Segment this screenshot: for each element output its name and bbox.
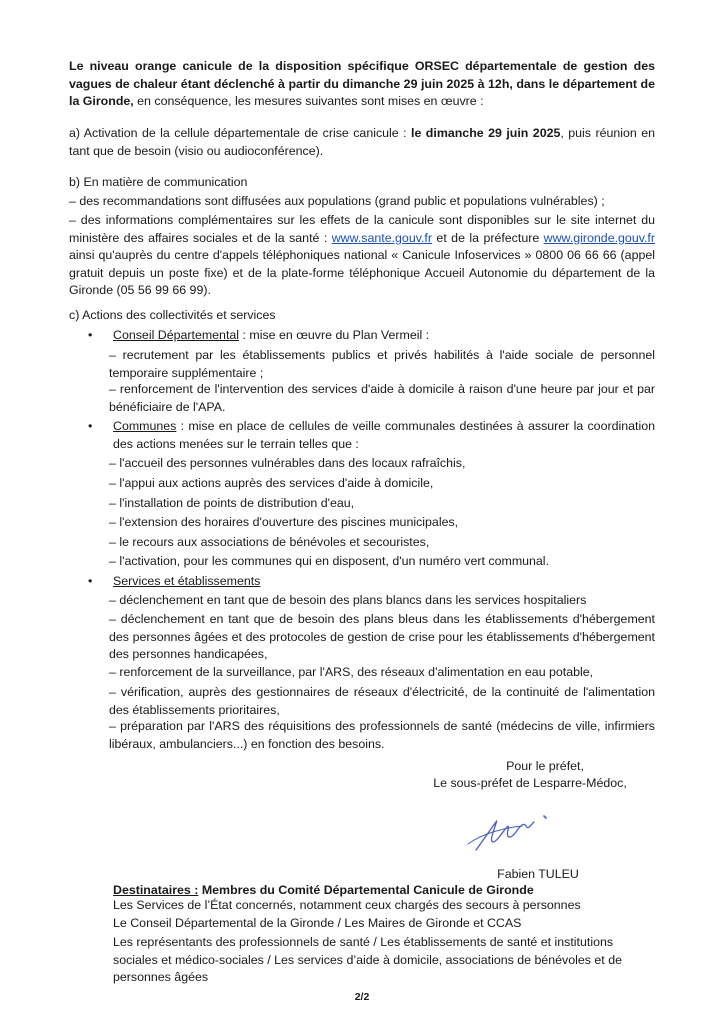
section-b-item-1: – des recommandations sont diffusées aux populations (grand public et populations vulnérables) ;	[69, 194, 605, 208]
services-item: – déclenchement en tant que de besoin des plans bleus dans les établissements d'hébergement des personnes âgées et des protocoles de gestion de crise pour les établissements d'hébergement des personnes handicapées,	[109, 612, 655, 662]
communes-item: – l'installation de points de distribution d'eau,	[109, 496, 355, 510]
gironde-link[interactable]: www.gironde.gouv.fr	[543, 230, 655, 245]
section-a-date: le dimanche 29 juin 2025	[411, 126, 561, 140]
section-b-heading: b) En matière de communication	[69, 175, 248, 189]
signature-line-1: Pour le préfet,	[506, 759, 584, 773]
services-item: – déclenchement en tant que de besoin des plans blancs dans les services hospitaliers	[109, 593, 587, 607]
communes-item: – l'accueil des personnes vulnérables dans des locaux rafraîchis,	[109, 456, 466, 470]
section-b-item-2-text: – des informations complémentaires sur les effets de la canicule sont disponibles sur le site internet du ministère des affaires sociales et de la santé :	[69, 213, 655, 245]
signature-line-2: Le sous-préfet de Lesparre-Médoc,	[433, 776, 627, 790]
conseil-title: Conseil Départemental	[113, 328, 240, 342]
bullet-services: •	[88, 574, 93, 588]
section-c-heading: c) Actions des collectivités et services	[69, 308, 276, 322]
recipient-line: Le Conseil Départemental de la Gironde / Les Maires de Gironde et CCAS	[113, 916, 522, 930]
intro-bold-text: Le niveau orange canicule de la disposition spécifique ORSEC départementale de gestion des vagues de chaleur étant déclenché à partir du dimanche 29 juin 2025 à 12h, dans le département de la Gironde,	[69, 59, 655, 109]
communes-item: – l'activation, pour les communes qui en disposent, d'un numéro vert communal.	[109, 554, 550, 568]
services-item: – vérification, auprès des gestionnaires de réseaux d'électricité, de la continuité de l'alimentation des établissements prioritaires,	[109, 685, 655, 717]
section-a-paragraph	[69, 125, 655, 160]
conseil-rest: : mise en œuvre du Plan Vermeil :	[239, 328, 430, 342]
communes-item: – l'appui aux actions auprès des services d'aide à domicile,	[109, 476, 434, 490]
intro-paragraph	[69, 58, 655, 111]
recipients-title: Membres du Comité Départemental Canicule de Gironde	[198, 883, 534, 897]
section-a-text-end: , puis réunion en tant que de besoin (visio ou audioconférence).	[69, 126, 656, 158]
communes-heading	[113, 418, 655, 453]
conseil-item: – recrutement par les établissements publics et privés habilités à l'aide sociale de personnel temporaire supplémentaire ;	[109, 348, 655, 380]
intro-normal-text: en conséquence, les mesures suivantes sont mises en œuvre :	[133, 94, 484, 109]
recipients-label: Destinataires :	[113, 883, 199, 897]
services-item: – préparation par l'ARS des réquisitions des professionnels de santé (médecins de ville, infirmiers libéraux, ambulanciers...) en fonction des besoins.	[109, 719, 655, 751]
bullet-conseil: •	[88, 328, 93, 342]
section-b-item-2-end: ainsi qu'auprès du centre d'appels téléphoniques national « Canicule Infoservices » 0800 06 66 66 (appel gratuit depuis un poste fixe) et de la plate-forme téléphonique Accueil Autonomie du département de la Gironde (05 56 99 66 99).	[69, 248, 655, 298]
services-heading	[113, 573, 655, 591]
conseil-heading	[113, 327, 655, 345]
page-number: 2/2	[354, 991, 370, 1003]
handwritten-signature	[462, 800, 582, 860]
communes-item: – le recours aux associations de bénévoles et secouristes,	[109, 535, 430, 549]
signatory-name: Fabien TULEU	[497, 867, 579, 881]
section-b-item-2-middle: et de la préfecture	[432, 230, 544, 245]
section-b-item-2	[69, 212, 655, 300]
bullet-communes: •	[88, 419, 93, 433]
services-title: Services et établissements	[113, 574, 261, 588]
communes-item: – l'extension des horaires d'ouverture des piscines municipales,	[109, 515, 459, 529]
sante-link[interactable]: www.sante.gouv.fr	[331, 230, 433, 245]
recipient-line: Les représentants des professionnels de santé / Les établissements de santé et institutions sociales et médico-sociales / Les services d’aide à domicile, associations de bénévoles et de personnes âgées	[113, 935, 622, 985]
section-a-text: a) Activation de la cellule départementale de crise canicule :	[69, 126, 412, 140]
conseil-item: – renforcement de l'intervention des services d'aide à domicile à raison d'une heure par jour et par bénéficiaire de l'APA.	[109, 382, 655, 414]
recipient-line: Les Services de l’État concernés, notamment ceux chargés des secours à personnes	[113, 898, 581, 912]
communes-rest: : mise en place de cellules de veille communales destinées à assurer la coordination des actions menées sur le terrain telles que :	[113, 419, 655, 451]
communes-title: Communes	[113, 419, 177, 433]
services-item: – renforcement de la surveillance, par l'ARS, des réseaux d'alimentation en eau potable,	[109, 665, 594, 679]
